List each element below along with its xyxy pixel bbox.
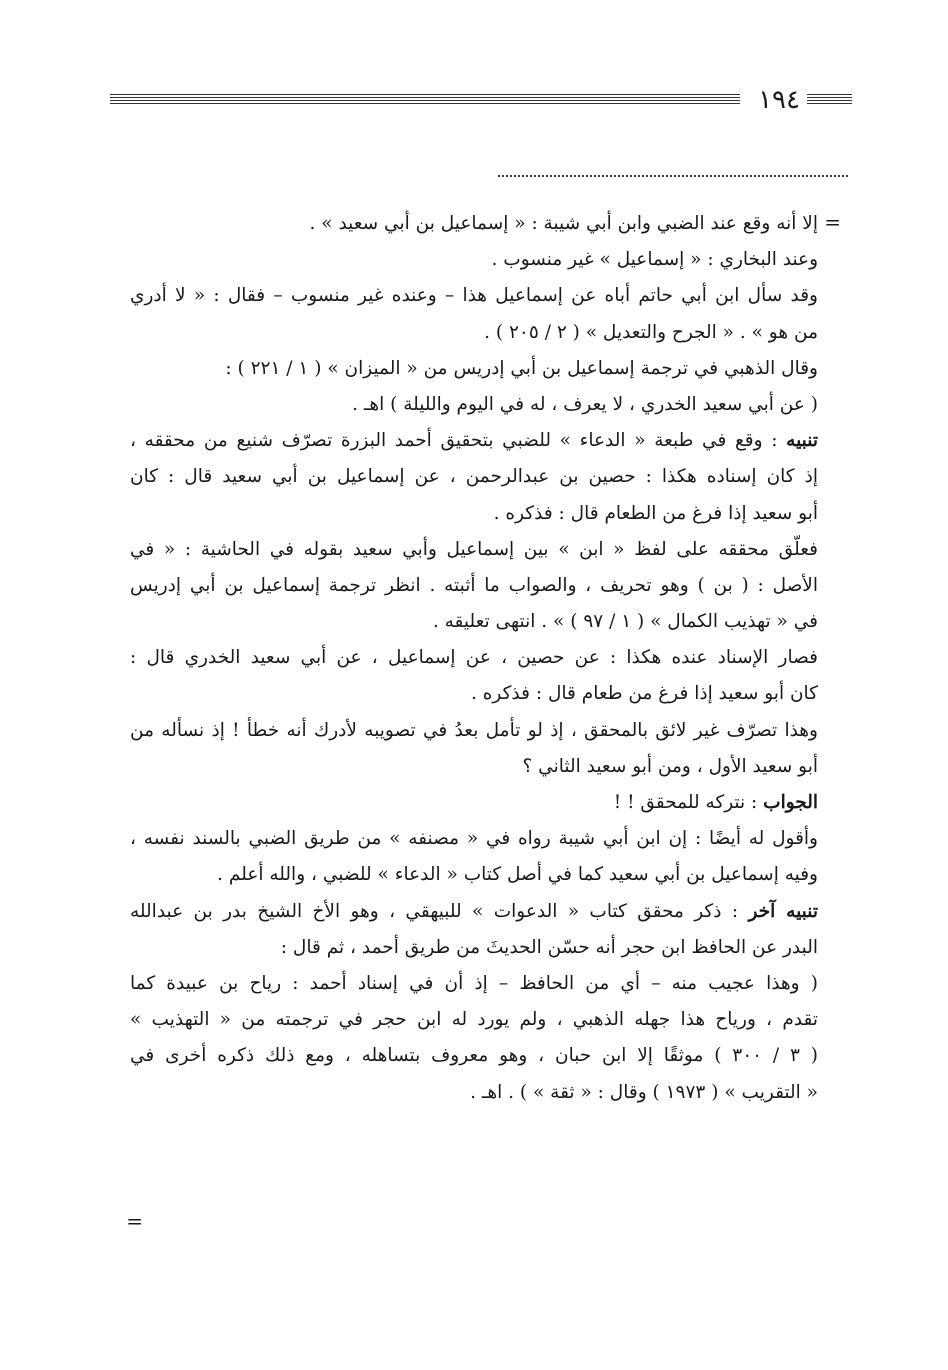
line-text: فصار الإسناد عنده هكذا : عن حصين ، عن إسماعيل ، عن أبي سعيد الخدري قال : — [130, 647, 818, 669]
line-text: أبو سعيد إذا فرغ من الطعام قال : فذكره . — [493, 502, 818, 524]
line-text: : نتركه للمحقق ! ! — [613, 792, 764, 813]
text-line — [130, 242, 818, 278]
header-rule-left — [110, 94, 740, 104]
text-line — [130, 278, 818, 314]
line-text: الأصل : ( بن ) وهو تحريف ، والصواب ما أثبته . انظر ترجمة إسماعيل بن أبي إدريس — [130, 574, 818, 596]
page-header — [110, 82, 852, 118]
line-text: إذ كان إسناده هكذا : حصين بن عبدالرحمن ، عن إسماعيل بن أبي سعيد قال : كان — [130, 466, 818, 488]
text-line — [130, 459, 818, 495]
text-line — [130, 821, 818, 857]
text-line — [130, 966, 818, 1002]
text-line — [130, 423, 818, 459]
line-text: وقد سأل ابن أبي حاتم أباه عن إسماعيل هذا – وعنده غير منسوب – فقال : « لا أدري — [130, 285, 818, 307]
line-text: وفيه إسماعيل بن أبي سعيد كما في أصل كتاب « الدعاء » للضبي ، والله أعلم . — [217, 864, 818, 886]
line-text: كان أبو سعيد إذا فرغ من طعام قال : فذكره . — [470, 683, 818, 705]
text-line — [130, 894, 818, 930]
text-line — [130, 496, 818, 532]
line-text: : ذكر محقق كتاب « الدعوات » للبيهقي ، وهو الأخ الشيخ بدر بن عبدالله — [130, 900, 749, 922]
line-text: وأقول له أيضًا : إن ابن أبي شيبة رواه في « مصنفه » من طريق الضبي بالسند نفسه ، — [130, 828, 818, 850]
bold-lead: تنبيه آخر — [748, 900, 818, 922]
text-line — [130, 676, 818, 712]
text-line — [130, 315, 818, 351]
line-text: « التقريب » ( ١٩٧٣ ) وقال : « ثقة » ) . اهـ . — [470, 1081, 818, 1103]
text-line — [130, 1038, 818, 1074]
text-line — [130, 857, 818, 893]
text-line — [130, 387, 818, 423]
text-line — [130, 930, 818, 966]
text-line — [130, 568, 818, 604]
page-number: ١٩٤ — [758, 85, 800, 115]
header-rule-right — [807, 94, 852, 104]
line-text: : وقع في طبعة « الدعاء » للضبي بتحقيق أحمد البزرة تصرّف شنيع من محققه ، — [130, 430, 787, 452]
text-line — [130, 640, 818, 676]
line-text: تقدم ، ورياح هذا جهله الذهبي ، ولم يورد له ابن حجر في ترجمته من « التهذيب » — [130, 1009, 818, 1031]
line-text: ( عن أبي سعيد الخدري ، لا يعرف ، له في اليوم والليلة ) اهـ . — [352, 393, 818, 415]
text-line — [130, 749, 818, 785]
line-text: وعند البخاري : « إسماعيل » غير منسوب . — [491, 249, 818, 271]
line-text: إلا أنه وقع عند الضبي وابن أبي شيبة : « إسماعيل بن أبي سعيد » . — [309, 213, 818, 234]
text-line — [130, 713, 818, 749]
continuation-mark-bottom: = — [126, 1209, 143, 1233]
footnote-separator — [498, 175, 848, 177]
line-text: ( ٣ / ٣٠٠ ) موثقًا إلا ابن حبان ، وهو معروف بتساهله ، ومع ذلك ذكره أخرى في — [130, 1045, 818, 1067]
bold-lead: الجواب — [763, 792, 818, 813]
bold-lead: تنبيه — [786, 430, 818, 452]
line-text: فعلّق محققه على لفظ « ابن » بين إسماعيل وأبي سعيد بقوله في الحاشية : « في — [130, 538, 818, 560]
line-text: في « تهذيب الكمال » ( ١ / ٩٧ ) » . انتهى تعليقه . — [432, 611, 818, 633]
footnote-text — [130, 206, 818, 1111]
text-line — [130, 1002, 818, 1038]
line-text: أبو سعيد الأول ، ومن أبو سعيد الثاني ؟ — [522, 755, 818, 777]
text-line — [130, 604, 818, 640]
text-line — [130, 785, 818, 821]
line-text: البدر عن الحافظ ابن حجر أنه حسّن الحديثَ من طريق أحمد ، ثم قال : — [280, 936, 818, 958]
text-line — [130, 206, 818, 242]
line-text: وقال الذهبي في ترجمة إسماعيل بن أبي إدريس من « الميزان » ( ١ / ٢٢١ ) : — [225, 357, 818, 379]
text-line — [130, 532, 818, 568]
line-text: وهذا تصرّف غير لائق بالمحقق ، إذ لو تأمل بعدُ في تصويبه لأدرك أنه خطأ ! إذ نسأله من — [130, 719, 818, 741]
text-line — [130, 351, 818, 387]
continuation-mark-top: = — [824, 210, 841, 234]
text-line — [130, 1075, 818, 1111]
line-text: من هو » . « الجرح والتعديل » ( ٢ / ٢٠٥ ) . — [484, 321, 818, 343]
line-text: ( وهذا عجيب منه – أي من الحافظ – إذ أن في إسناد أحمد : رياح بن عبيدة كما — [130, 972, 818, 994]
